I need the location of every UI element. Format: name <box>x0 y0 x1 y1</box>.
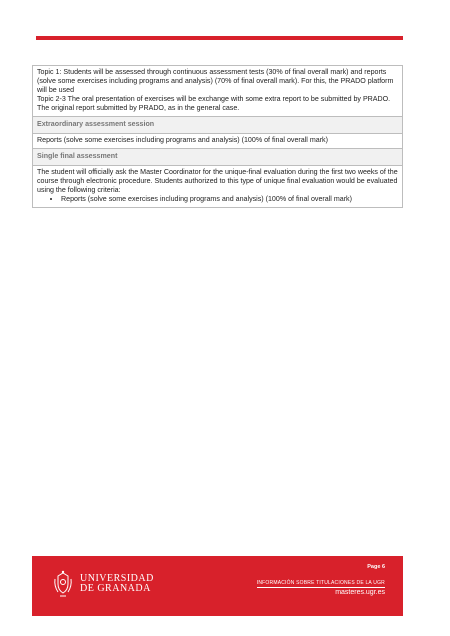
university-seal-icon <box>52 570 74 598</box>
info-link[interactable]: INFORMACIÓN SOBRE TITULACIONES DE LA UGR <box>256 580 385 586</box>
criteria-item: • Reports (solve some exercises including programs and analysis) (100% of final overall mark) <box>61 195 398 204</box>
single-assessment-cell <box>33 166 402 207</box>
header-rule <box>36 36 403 40</box>
topic23-text: Topic 2-3 The oral presentation of exercises will be exchange with some extra report to be submitted by PRADO. The original report submitted by PRADO, as in the general case. <box>37 95 391 112</box>
page-footer <box>32 556 403 616</box>
website-link[interactable]: masteres.ugr.es <box>335 589 385 596</box>
university-name <box>80 574 154 594</box>
topic1-text: Topic 1: Students will be assessed through continuous assessment tests (30% of final overall mark) and reports (solve some exercises including programs and analysis) (70% of final overall mark). For this, the PRADO platform will be used <box>37 68 394 94</box>
university-name-line1: UNIVERSIDAD <box>80 573 154 584</box>
extraordinary-header: Extraordinary assessment session <box>33 117 402 134</box>
extraordinary-text: Reports (solve some exercises including programs and analysis) (100% of final overall mark) <box>33 134 402 149</box>
university-logo <box>52 570 154 598</box>
continuous-assessment-cell <box>33 66 402 117</box>
single-assessment-text: The student will officially ask the Master Coordinator for the unique-final evaluation during the first two weeks of the course through electronic procedure. Students authorized to this type of unique final evaluation would be evaluated using the following criteria: <box>37 168 398 194</box>
single-assessment-header: Single final assessment <box>33 149 402 166</box>
university-name-line2: DE GRANADA <box>80 583 151 594</box>
page-number: Page 6 <box>367 564 385 570</box>
assessment-table <box>32 65 403 208</box>
criteria-list <box>37 195 398 204</box>
